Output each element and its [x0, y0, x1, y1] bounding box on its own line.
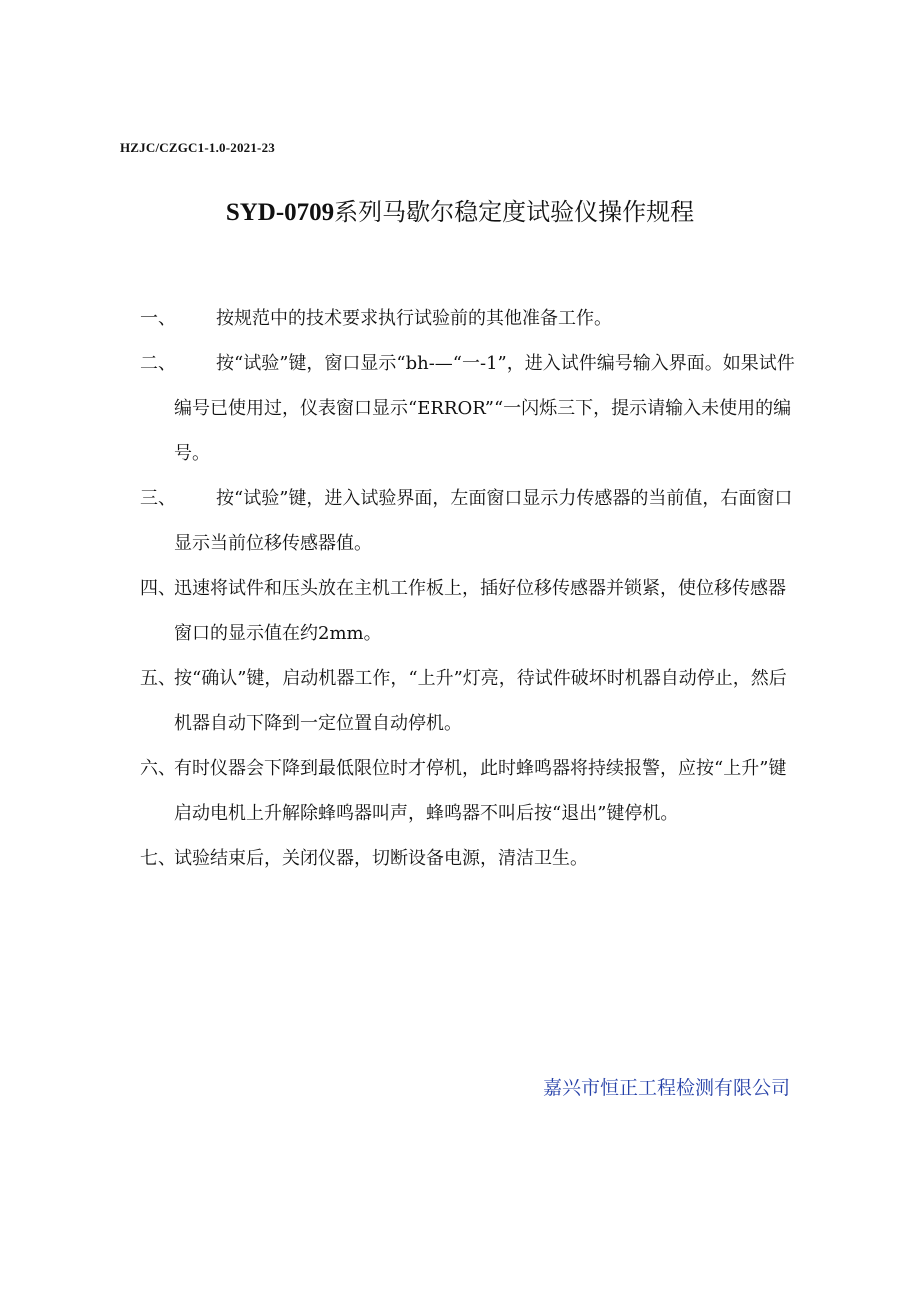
- step-text: 按“确认”键，启动机器工作，“上升”灯亮，待试件破坏时机器自动停止，然后机器自动下降到一定位置自动停机。: [174, 668, 787, 734]
- procedure-steps: [140, 296, 800, 881]
- step-text: 迅速将试件和压头放在主机工作板上，插好位移传感器并锁紧，使位移传感器窗口的显示值在约2mm。: [174, 578, 786, 644]
- step-text: 有时仪器会下降到最低限位时才停机，此时蜂鸣器将持续报警，应按“上升”键启动电机上升解除蜂鸣器叫声，蜂鸣器不叫后按“退出”键停机。: [174, 758, 787, 824]
- step-1: [140, 296, 800, 341]
- step-number: 二、: [140, 353, 176, 374]
- company-name: 嘉兴市恒正工程检测有限公司: [542, 1077, 790, 1099]
- step-text: 按规范中的技术要求执行试验前的其他准备工作。: [216, 308, 612, 329]
- step-number: 六、: [140, 758, 176, 779]
- step-text: 按“试验”键，窗口显示“bh-—“一-1”，进入试件编号输入界面。如果试件编号已使用过，仪表窗口显示“ERROR”“一闪烁三下，提示请输入未使用的编号。: [174, 353, 795, 464]
- title-model: SYD-0709: [225, 199, 335, 226]
- step-text: 按“试验”键，进入试验界面，左面窗口显示力传感器的当前值，右面窗口显示当前位移传感器值。: [174, 488, 793, 554]
- step-number: 三、: [140, 488, 176, 509]
- step-number: 四、: [140, 578, 176, 599]
- step-6: [140, 746, 800, 836]
- step-4: [140, 566, 800, 656]
- step-text: 试验结束后，关闭仪器，切断设备电源，清洁卫生。: [174, 848, 588, 869]
- step-number: 一、: [140, 308, 176, 329]
- title-text: 系列马歇尔稳定度试验仪操作规程: [334, 198, 695, 226]
- step-5: [140, 656, 800, 746]
- step-number: 七、: [140, 848, 176, 869]
- step-3: [140, 476, 800, 566]
- step-number: 五、: [140, 668, 176, 689]
- document-code: HZJC/CZGC1-1.0-2021-23: [120, 140, 275, 155]
- step-7: [140, 836, 800, 881]
- document-title: [0, 192, 920, 227]
- step-2: [140, 341, 800, 476]
